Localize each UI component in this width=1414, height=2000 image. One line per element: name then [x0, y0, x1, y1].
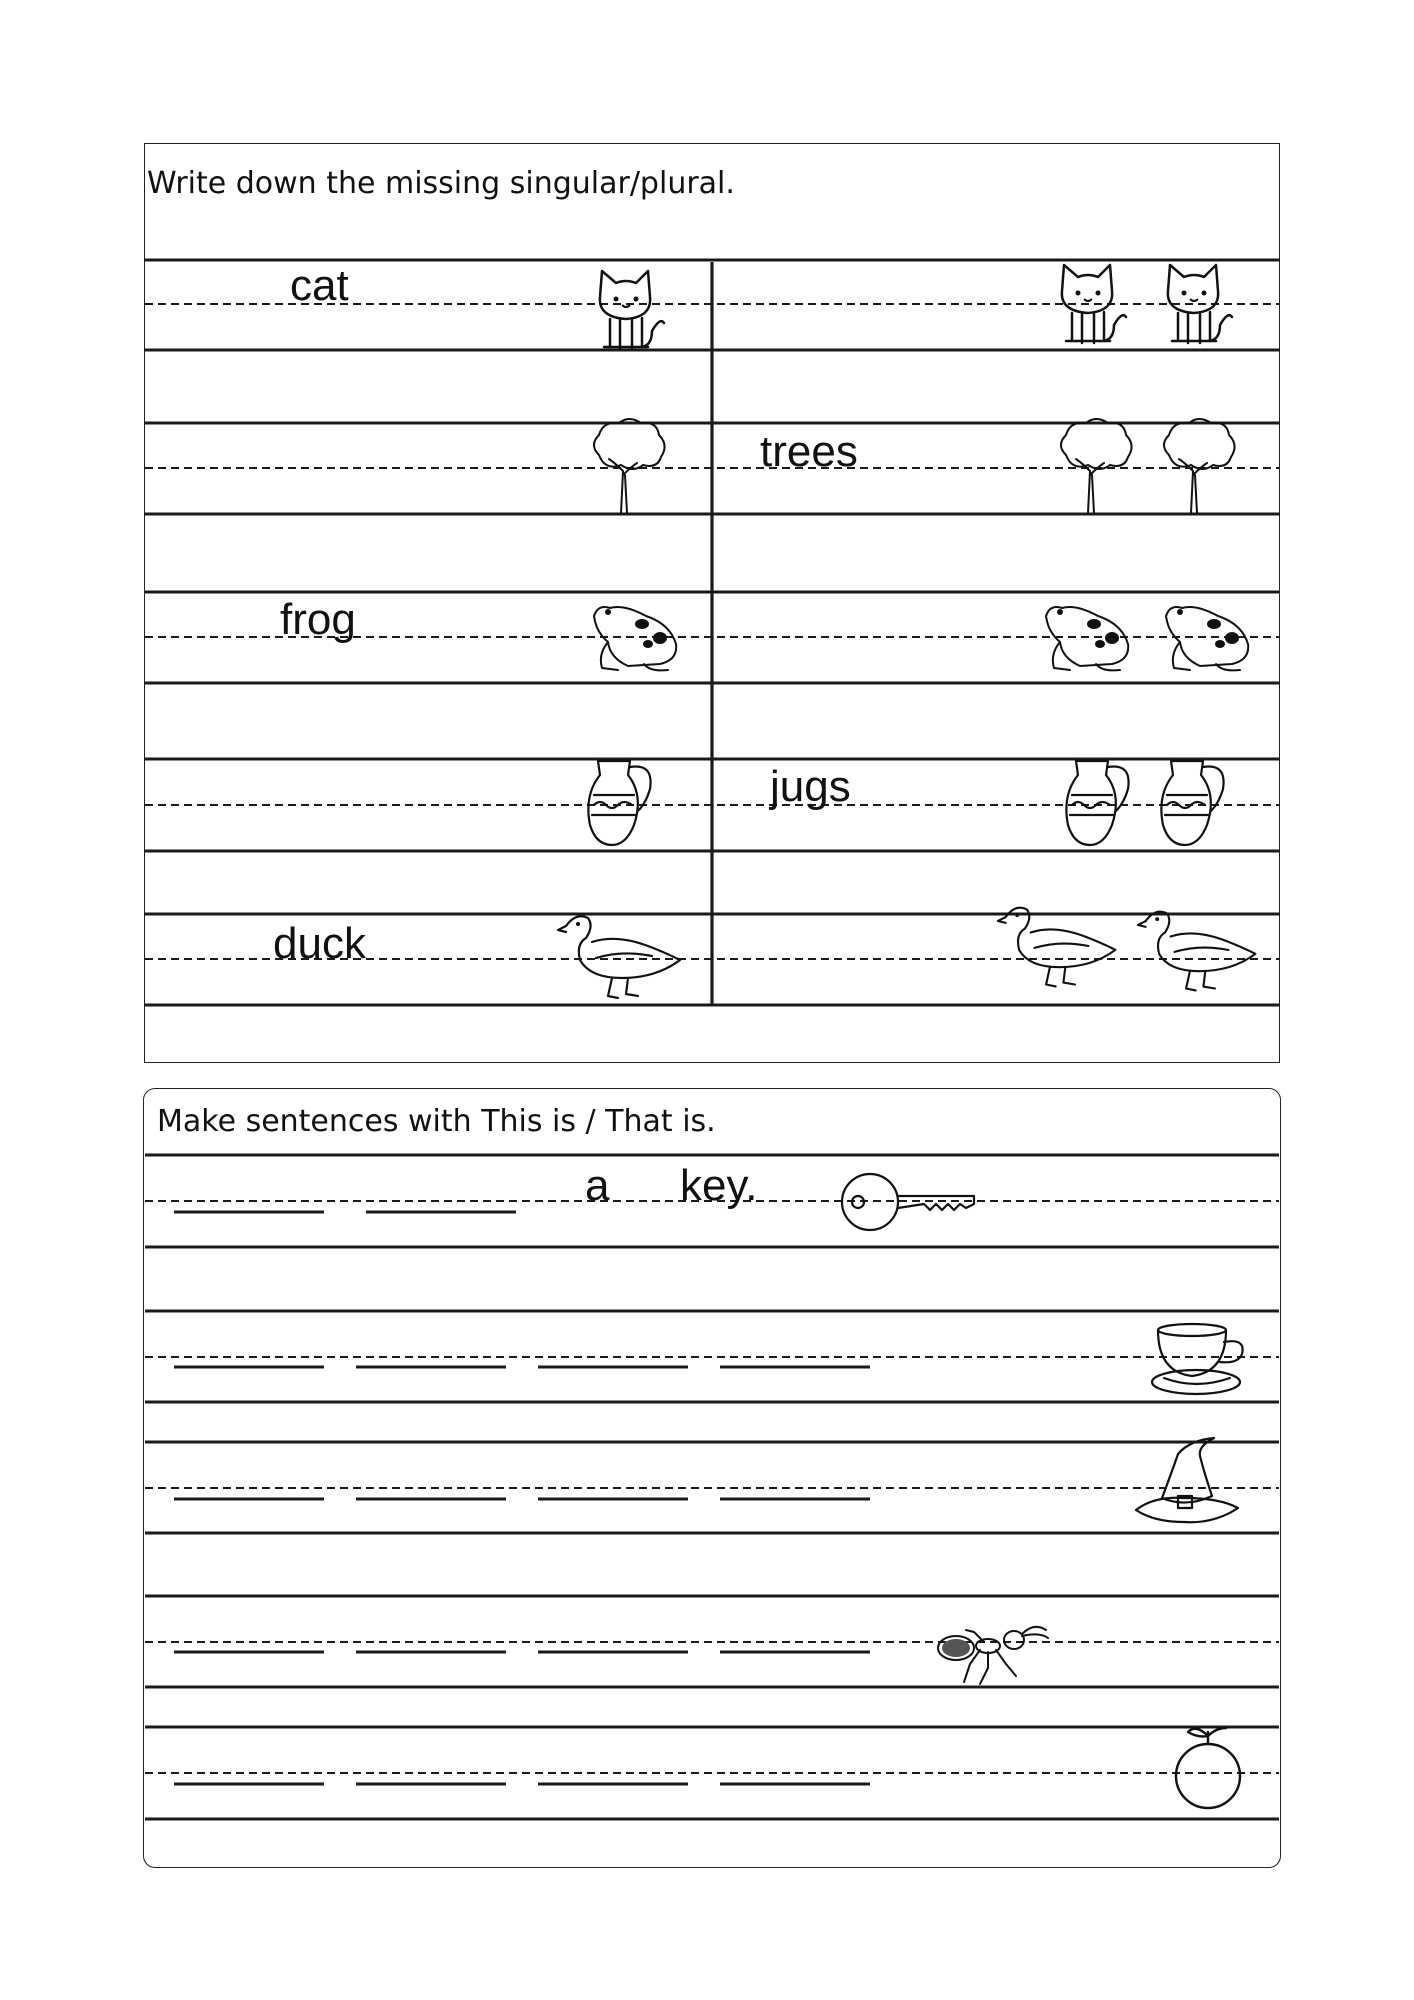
jug-icon — [1060, 755, 1140, 850]
witch-hat-icon — [1134, 1436, 1244, 1526]
plural-word-jugs: jugs — [770, 762, 851, 811]
frog-icon — [588, 598, 683, 678]
cat-icon — [1052, 258, 1132, 350]
key-icon — [838, 1168, 978, 1238]
frog-icon — [1040, 598, 1135, 678]
duck-icon — [996, 898, 1126, 993]
section2-instruction: Make sentences with This is / That is. — [157, 1104, 716, 1139]
tree-icon — [585, 415, 670, 515]
section1-instruction: Write down the missing singular/plural. — [147, 166, 735, 201]
frog-icon — [1160, 598, 1255, 678]
jug-icon — [582, 755, 662, 850]
plural-word-trees: trees — [760, 427, 858, 476]
cat-icon — [1158, 258, 1238, 350]
jug-icon — [1155, 755, 1235, 850]
cat-icon — [590, 265, 670, 355]
singular-word-duck: duck — [273, 919, 366, 968]
duck-icon — [556, 908, 691, 1003]
orange-icon — [1168, 1722, 1248, 1812]
duck-icon — [1136, 902, 1266, 997]
singular-word-cat: cat — [290, 261, 349, 310]
example-word-a: a — [585, 1161, 610, 1210]
tree-icon — [1155, 415, 1240, 515]
example-word-key: key. — [680, 1161, 758, 1210]
cup-icon — [1150, 1320, 1250, 1400]
ant-icon — [930, 1620, 1055, 1690]
tree-icon — [1052, 415, 1137, 515]
singular-word-frog: frog — [280, 595, 356, 644]
